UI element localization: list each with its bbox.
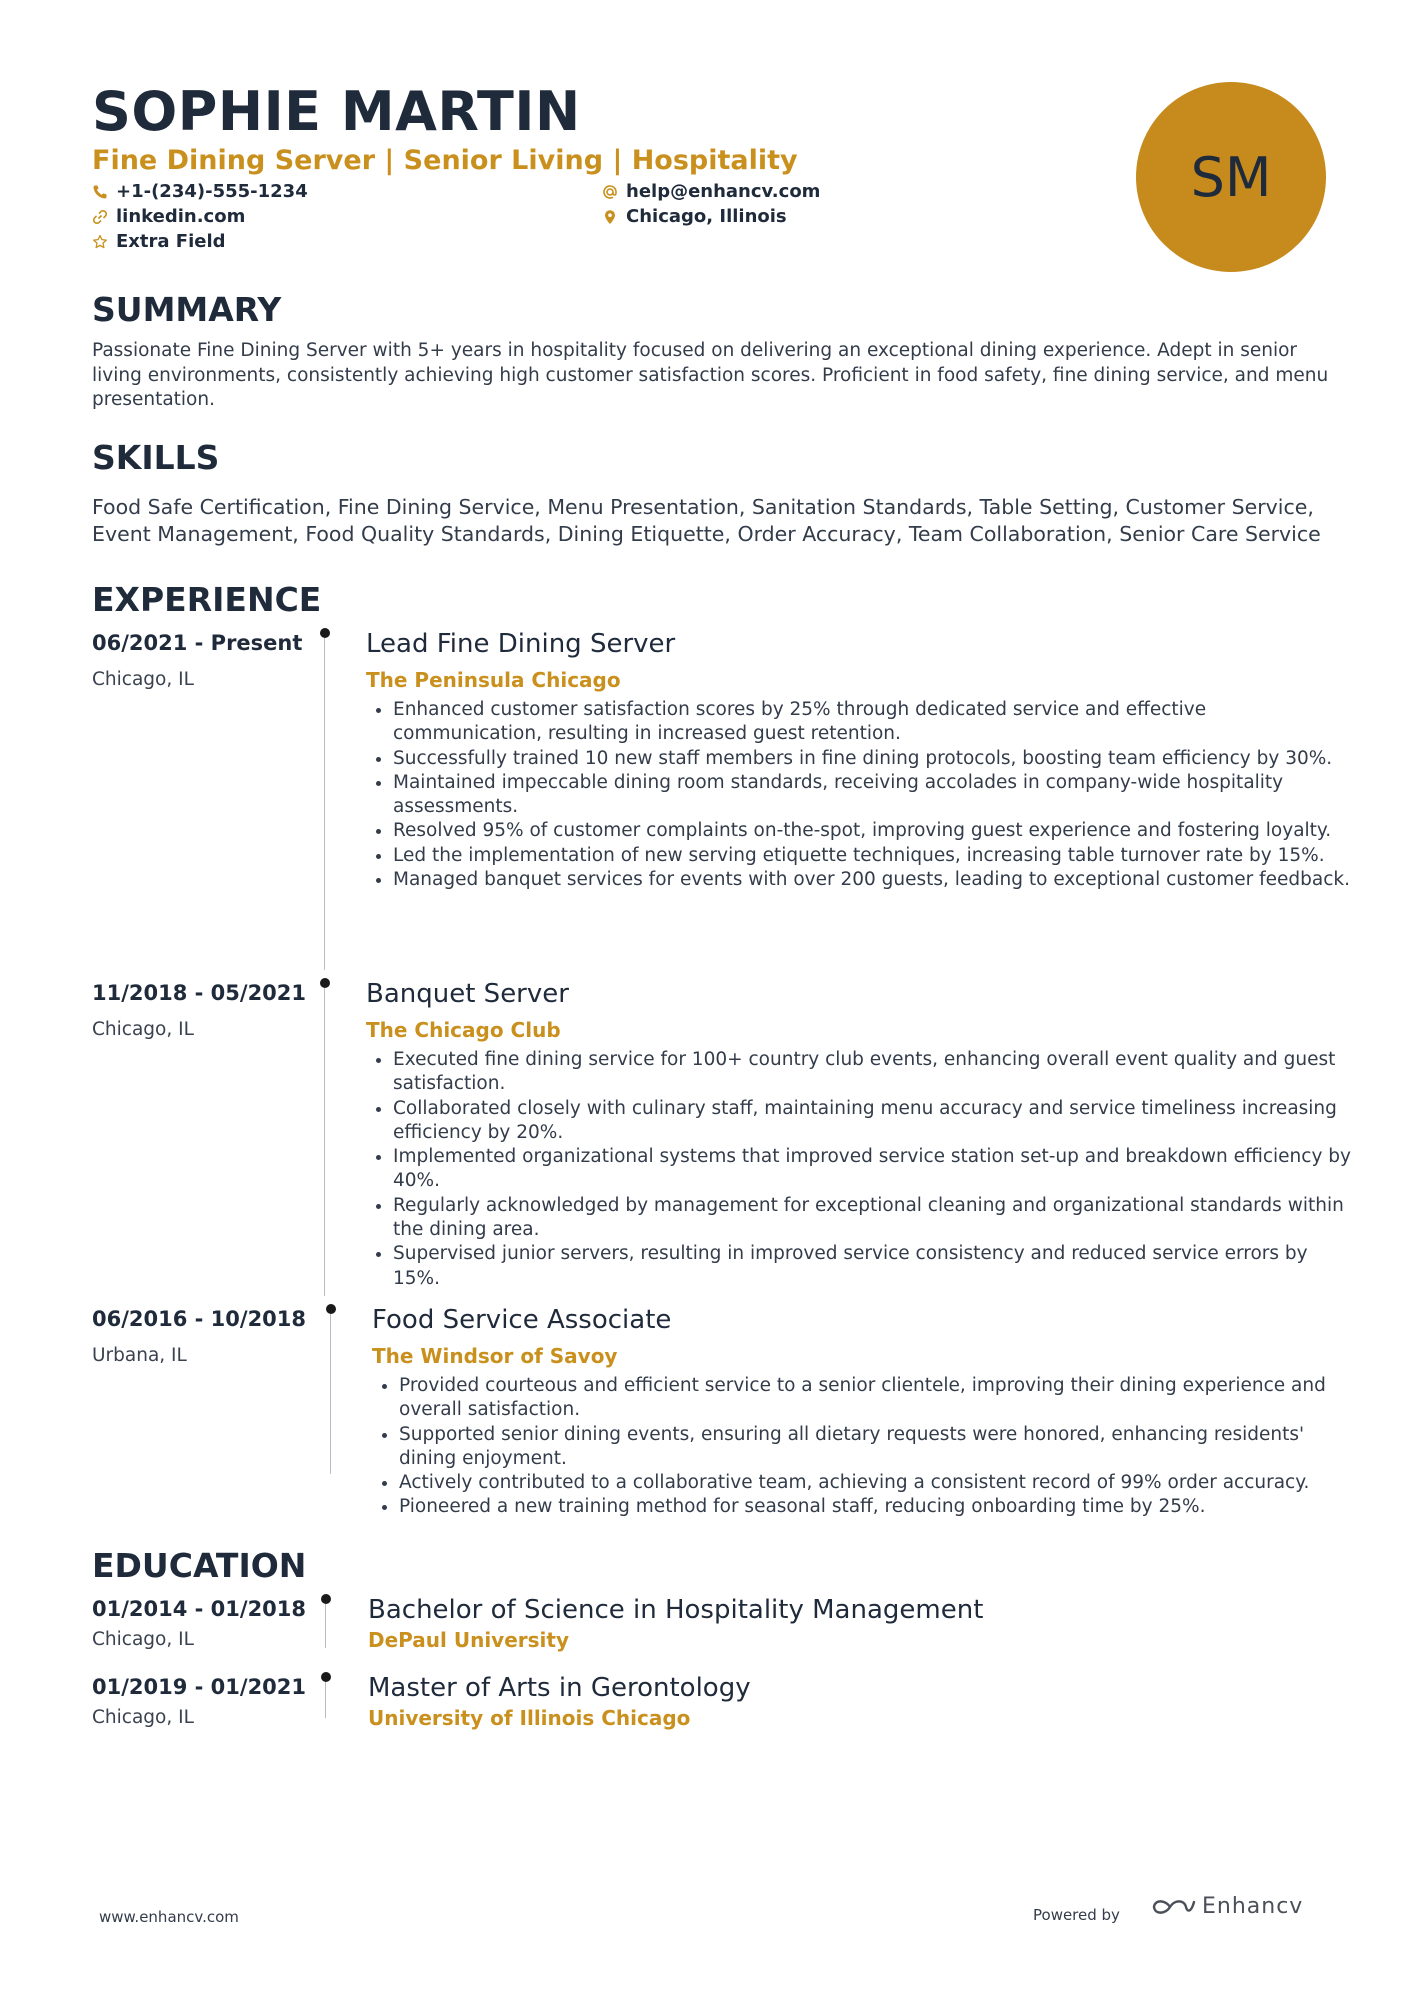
bullet-item: • Successfully trained 10 new staff members in fine dining protocols, boosting team efficiency by 30%. (393, 747, 1353, 771)
job-bullets (371, 698, 1353, 892)
bullet-item: • Resolved 95% of customer complaints on-the-spot, improving guest experience and fostering loyalty. (393, 819, 1353, 843)
timeline-dot (320, 978, 330, 988)
job-dates: 11/2018 - 05/2021 (92, 981, 307, 1005)
skills-heading: SKILLS (92, 438, 220, 477)
location-contact (602, 205, 787, 229)
timeline-line (325, 1682, 326, 1718)
extra-contact (92, 230, 226, 254)
bullet-item: • Led the implementation of new serving etiquette techniques, increasing table turnover rate by 15%. (393, 844, 1353, 868)
linkedin-link[interactable]: linkedin.com (116, 206, 246, 227)
avatar-initials: SM (1190, 145, 1272, 209)
bullet-item: • Managed banquet services for events with over 200 guests, leading to exceptional customer feedback. (393, 868, 1353, 892)
company-name: The Peninsula Chicago (366, 668, 621, 692)
education-dates: 01/2014 - 01/2018 (92, 1597, 307, 1621)
enhancv-logo-icon (1150, 1895, 1196, 1919)
bullet-item: • Maintained impeccable dining room standards, receiving accolades in company-wide hospitality assessments. (393, 771, 1353, 820)
avatar (1136, 82, 1326, 272)
job-location: Chicago, IL (92, 669, 194, 690)
bullet-item: • Supervised junior servers, resulting in improved service consistency and reduced service errors by 15%. (393, 1242, 1353, 1291)
education-heading: EDUCATION (92, 1546, 307, 1585)
bullet-item: • Supported senior dining events, ensuring all dietary requests were honored, enhancing residents' dining enjoyment. (399, 1423, 1354, 1472)
phone-contact (92, 180, 308, 204)
bullet-item: • Provided courteous and efficient service to a senior clientele, improving their dining experience and overall satisfaction. (399, 1374, 1354, 1423)
bullet-item: • Implemented organizational systems that improved service station set-up and breakdown efficiency by 40%. (393, 1145, 1353, 1194)
bullet-item: • Enhanced customer satisfaction scores by 25% through dedicated service and effective communication, resulting in increased guest retention. (393, 698, 1353, 747)
bullet-item: • Pioneered a new training method for seasonal staff, reducing onboarding time by 25%. (399, 1495, 1354, 1519)
bullet-item: • Actively contributed to a collaborative team, achieving a consistent record of 99% order accuracy. (399, 1471, 1354, 1495)
brand-name: Enhancv (1202, 1894, 1304, 1919)
phone-text: +1-(234)-555-1234 (116, 181, 308, 202)
headline: Fine Dining Server | Senior Living | Hospitality (92, 145, 798, 176)
job-dates: 06/2016 - 10/2018 (92, 1307, 307, 1331)
timeline-dot (321, 1594, 331, 1604)
job-title: Banquet Server (366, 979, 569, 1009)
company-name: The Windsor of Savoy (372, 1344, 618, 1368)
extra-field-text: Extra Field (116, 231, 226, 252)
bullet-item: • Collaborated closely with culinary staff, maintaining menu accuracy and service timeliness increasing efficiency by 20%. (393, 1097, 1353, 1146)
job-dates: 06/2021 - Present (92, 631, 303, 655)
email-contact[interactable] (602, 180, 820, 204)
school-name: DePaul University (368, 1628, 569, 1652)
link-icon (92, 209, 108, 225)
job-location: Chicago, IL (92, 1019, 194, 1040)
summary-text: Passionate Fine Dining Server with 5+ years in hospitality focused on delivering an exceptional dining experience. Adept in senior living environments, consistently achieving high customer satisfaction scores. Proficient in food safety, fine dining service, and menu presentation. (92, 340, 1329, 410)
job-bullets (371, 1048, 1353, 1291)
phone-icon (92, 184, 108, 200)
timeline-line (324, 988, 325, 1296)
degree-title: Master of Arts in Gerontology (368, 1673, 751, 1703)
job-bullets (377, 1374, 1354, 1520)
summary-heading: SUMMARY (92, 290, 282, 329)
timeline-dot (320, 628, 330, 638)
star-icon (92, 234, 108, 250)
education-location: Chicago, IL (92, 1707, 194, 1728)
skills-text: Food Safe Certification, Fine Dining Service, Menu Presentation, Sanitation Standards, Table Setting, Customer Service, Event Management, Food Quality Standards, Dining Etiquette, Order Accuracy, Team Collaboration, Senior Care Service (92, 495, 1321, 546)
candidate-name: SOPHIE MARTIN (92, 80, 581, 143)
job-location: Urbana, IL (92, 1345, 187, 1366)
linkedin-contact[interactable] (92, 205, 245, 229)
location-text: Chicago, Illinois (626, 206, 787, 227)
job-title: Lead Fine Dining Server (366, 629, 676, 659)
footer-url[interactable]: www.enhancv.com (99, 1908, 239, 1926)
degree-title: Bachelor of Science in Hospitality Management (368, 1595, 984, 1625)
education-dates: 01/2019 - 01/2021 (92, 1675, 307, 1699)
bullet-item: • Executed fine dining service for 100+ country club events, enhancing overall event quality and guest satisfaction. (393, 1048, 1353, 1097)
timeline-line (325, 1604, 326, 1648)
map-pin-icon (602, 209, 618, 225)
company-name: The Chicago Club (366, 1018, 561, 1042)
job-title: Food Service Associate (372, 1305, 672, 1335)
brand-logo[interactable] (1150, 1894, 1303, 1919)
powered-by-text: Powered by (1033, 1906, 1120, 1924)
timeline-line (324, 638, 325, 970)
school-name: University of Illinois Chicago (368, 1706, 691, 1730)
bullet-item: • Regularly acknowledged by management for exceptional cleaning and organizational standards within the dining area. (393, 1194, 1353, 1243)
timeline-dot (321, 1672, 331, 1682)
at-sign-icon (602, 184, 618, 200)
experience-heading: EXPERIENCE (92, 580, 322, 619)
timeline-dot (326, 1304, 336, 1314)
education-location: Chicago, IL (92, 1629, 194, 1650)
email-link[interactable]: help@enhancv.com (626, 181, 821, 202)
timeline-line (330, 1314, 331, 1474)
